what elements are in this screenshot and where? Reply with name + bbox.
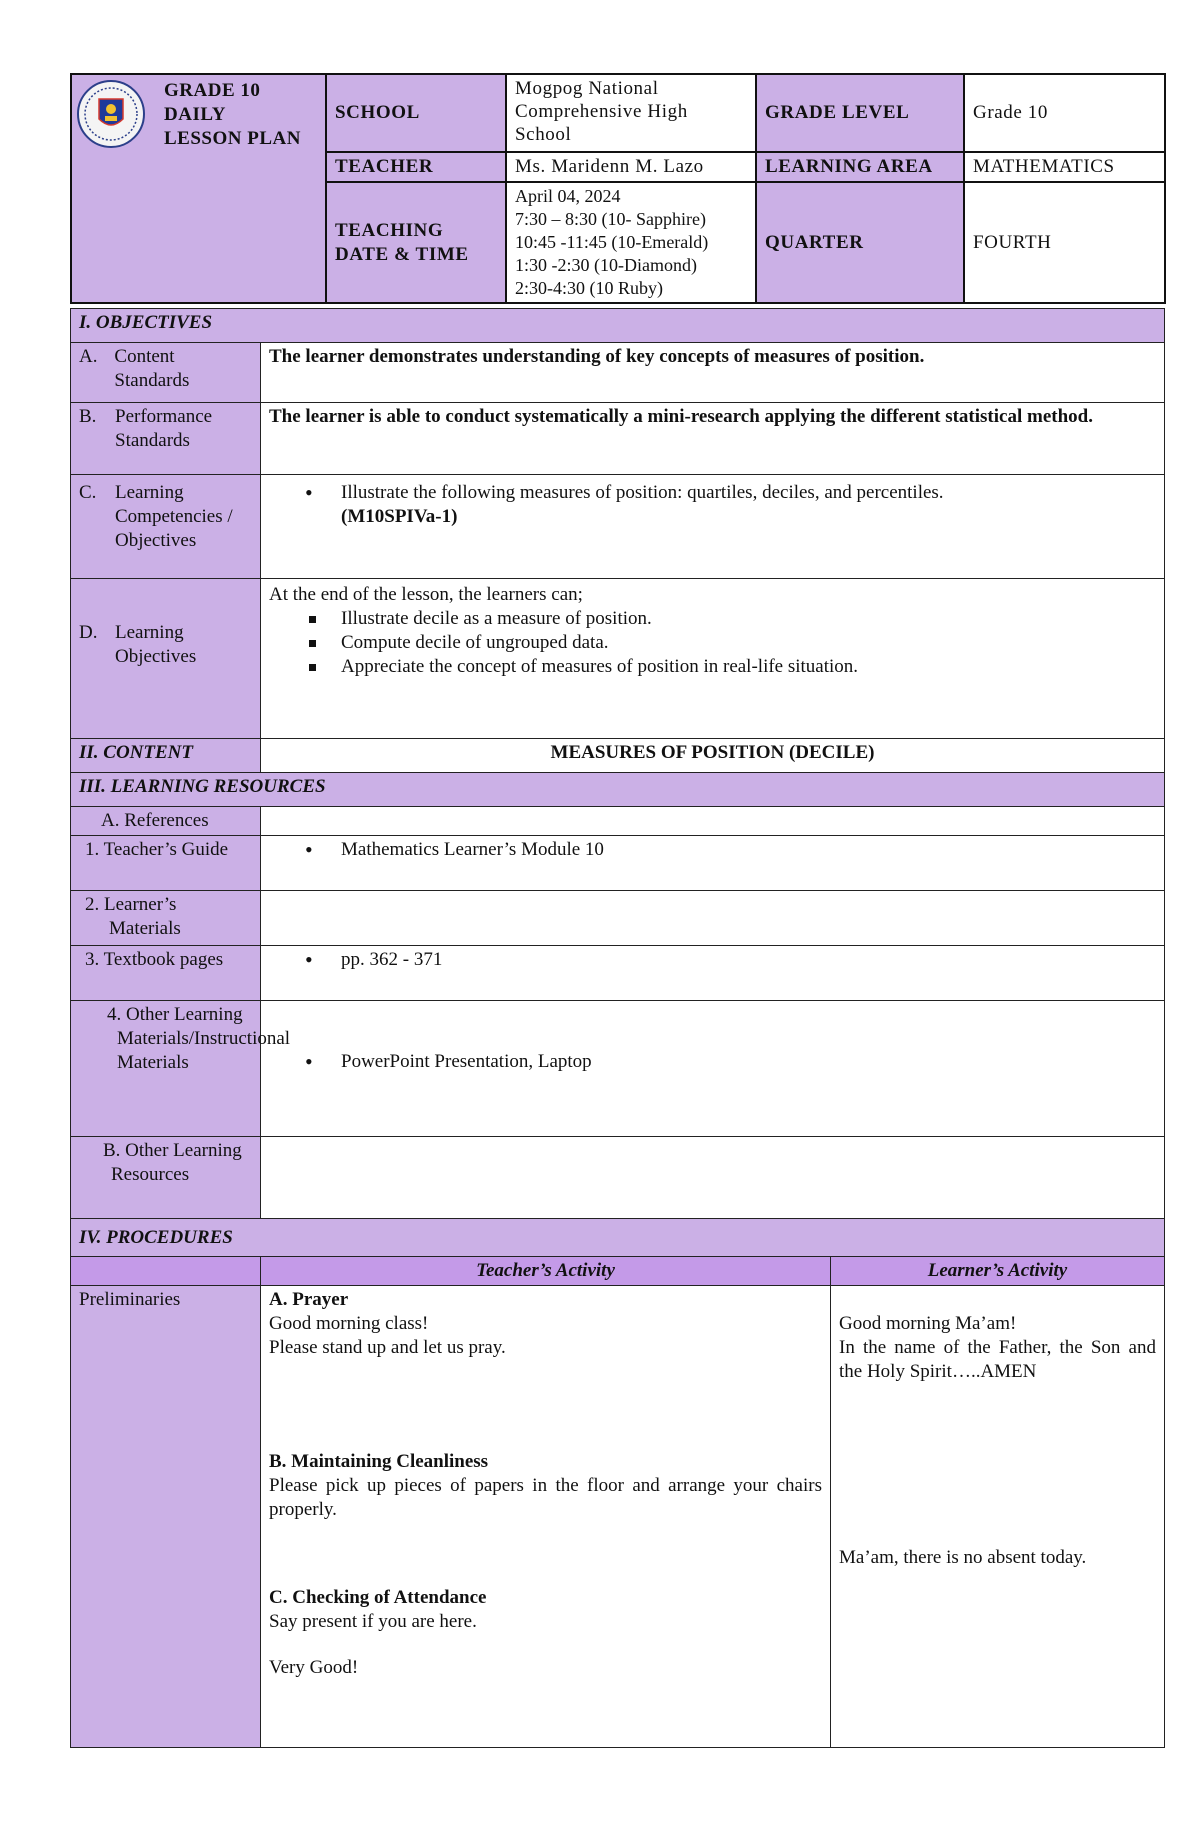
- learner-activity-cell: [831, 1286, 1165, 1748]
- other-materials-label: 4. Other Learning Materials/Instructional Materials: [71, 1001, 261, 1137]
- learning-objectives-label: D. Learning Objectives: [71, 579, 261, 739]
- school-value: Mogpog National Comprehensive High School: [506, 74, 756, 152]
- deped-seal-icon: [76, 79, 146, 149]
- attendance-praise: Very Good!: [269, 1657, 359, 1678]
- references-label: A. References: [71, 807, 261, 836]
- header-logo-cell: [71, 74, 326, 303]
- competencies-label: C. Learning Competencies / Objectives: [71, 475, 261, 579]
- competencies-text: [261, 475, 1165, 579]
- header-title-line3: LESSON PLAN: [164, 128, 301, 149]
- lesson-table: [70, 308, 1165, 1748]
- attendance-instruction: Say present if you are here.: [269, 1611, 477, 1632]
- cleanliness-text: Please pick up pieces of papers in the floor and arrange your chairs properly.: [269, 1475, 822, 1520]
- attendance-title: C. Checking of Attendance: [269, 1587, 487, 1608]
- teaching-date-value: [506, 182, 756, 303]
- references-value: [261, 807, 1165, 836]
- competency-text: Illustrate the following measures of position: quartiles, deciles, and percentiles.: [341, 482, 944, 503]
- header-title-line1: GRADE 10: [164, 80, 261, 101]
- preliminaries-label: Preliminaries: [71, 1286, 261, 1748]
- schedule-line: 7:30 – 8:30 (10- Sapphire): [515, 209, 706, 229]
- attendance-response: Ma’am, there is no absent today.: [839, 1547, 1087, 1568]
- prayer-greeting: Good morning class!: [269, 1313, 429, 1334]
- resources-heading: III. LEARNING RESOURCES: [71, 773, 1165, 807]
- header-table: [70, 73, 1166, 304]
- other-resources-label: B. Other Learning Resources: [71, 1137, 261, 1219]
- schedule-line: 2:30-4:30 (10 Ruby): [515, 278, 663, 298]
- schedule-line: 10:45 -11:45 (10-Emerald): [515, 232, 709, 252]
- content-standards-label: A. Content Standards: [71, 343, 261, 403]
- prayer-instruction: Please stand up and let us pray.: [269, 1337, 506, 1358]
- quarter-value: FOURTH: [964, 182, 1165, 303]
- content-heading: II. CONTENT: [71, 739, 261, 773]
- teaching-date-label: TEACHING DATE & TIME: [326, 182, 506, 303]
- prayer-title: A. Prayer: [269, 1289, 349, 1310]
- other-materials-value: • PowerPoint Presentation, Laptop: [261, 1001, 1165, 1137]
- textbook-label: 3. Textbook pages: [71, 946, 261, 1001]
- performance-standards-text: The learner is able to conduct systematically a mini-research applying the different statistical method.: [261, 403, 1165, 475]
- activity-header-blank: [71, 1257, 261, 1286]
- content-topic: MEASURES OF POSITION (DECILE): [261, 739, 1165, 773]
- grade-level-value: Grade 10: [964, 74, 1165, 152]
- competency-code: (M10SPIVa-1): [341, 506, 458, 527]
- teacher-label: TEACHER: [326, 152, 506, 182]
- teachers-guide-label: 1. Teacher’s Guide: [71, 836, 261, 891]
- learning-objective-item: Compute decile of ungrouped data.: [341, 631, 1156, 655]
- objectives-heading: I. OBJECTIVES: [71, 309, 1165, 343]
- teacher-activity-header: Teacher’s Activity: [261, 1257, 831, 1286]
- teachers-guide-value: • Mathematics Learner’s Module 10: [261, 836, 1165, 891]
- prayer-response: In the name of the Father, the Son and the Holy Spirit…..AMEN: [839, 1337, 1156, 1382]
- learners-materials-value: [261, 891, 1165, 946]
- prayer-response-greeting: Good morning Ma’am!: [839, 1313, 1017, 1334]
- quarter-label: QUARTER: [756, 182, 964, 303]
- teacher-value: Ms. Maridenn M. Lazo: [506, 152, 756, 182]
- school-label: SCHOOL: [326, 74, 506, 152]
- grade-level-label: GRADE LEVEL: [756, 74, 964, 152]
- learning-objectives-intro: At the end of the lesson, the learners can;: [269, 584, 583, 605]
- learning-objective-item: Illustrate decile as a measure of position.: [341, 607, 1156, 631]
- teacher-activity-cell: [261, 1286, 831, 1748]
- learners-materials-label: 2. Learner’s Materials: [71, 891, 261, 946]
- learning-area-label: LEARNING AREA: [756, 152, 964, 182]
- content-standards-text: The learner demonstrates understanding of key concepts of measures of position.: [261, 343, 1165, 403]
- learning-objective-item: Appreciate the concept of measures of position in real-life situation.: [341, 655, 1156, 679]
- performance-standards-label: B. Performance Standards: [71, 403, 261, 475]
- schedule-line: 1:30 -2:30 (10-Diamond): [515, 255, 697, 275]
- learning-objectives-text: [261, 579, 1165, 739]
- textbook-value: • pp. 362 - 371: [261, 946, 1165, 1001]
- learning-area-value: MATHEMATICS: [964, 152, 1165, 182]
- procedures-heading: IV. PROCEDURES: [71, 1219, 1165, 1257]
- header-title-line2: DAILY: [164, 104, 226, 125]
- learner-activity-header: Learner’s Activity: [831, 1257, 1165, 1286]
- cleanliness-title: B. Maintaining Cleanliness: [269, 1451, 489, 1472]
- date-line: April 04, 2024: [515, 186, 621, 206]
- other-resources-value: [261, 1137, 1165, 1219]
